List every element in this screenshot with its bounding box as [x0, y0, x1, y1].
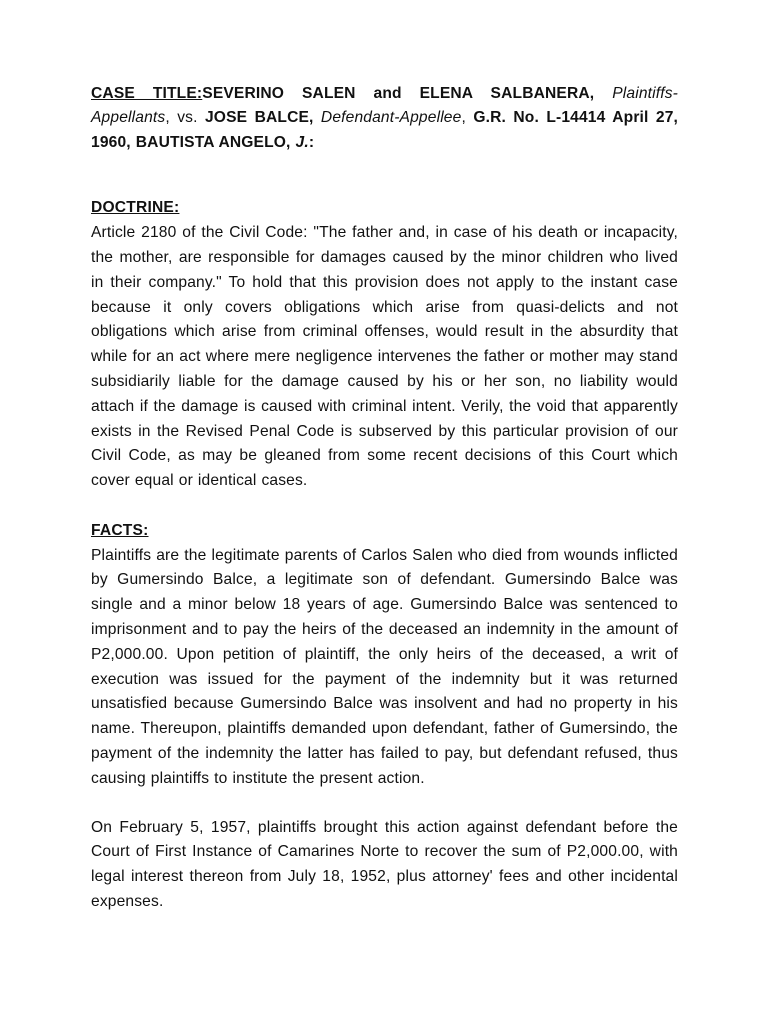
comma: , [165, 109, 170, 127]
facts-paragraph-1: Plaintiffs are the legitimate parents of Carlos Salen who died from wounds inflicted by Gumersindo Balce, a legitimate son of defendant. Gumersindo Balce was single and a minor below 18 years of age. Gumersindo Balce was sentenced to imprisonment and to pay the heirs of the deceased an indemnity in the amount of P2,000.00. Upon petition of plaintiff, the only heirs of the deceased, a writ of execution was issued for the payment of the indemnity but it was returned unsatisfied because Gumersindo Balce was insolvent and had no property in his name. Thereupon, plaintiffs demanded upon defendant, father of Gumersindo, the payment of the indemnity the latter has failed to pay, but defendant refused, thus causing plaintiffs to institute the present action. [91, 546, 678, 787]
defendant-name: JOSE BALCE, [204, 109, 314, 127]
doctrine-text: Article 2180 of the Civil Code: "The father and, in case of his death or incapacity, the mother, are responsible for damages caused by the minor children who lived in their company." To hold that this provision does not apply to the instant case because it only covers obligations which arise from quasi-delicts and not obligations which arise from criminal offenses, would result in the absurdity that while for an act where mere negligence intervenes the father or mother may stand subsidiarily liable for the damage caused by his or her son, no liability would attach if the damage is caused with criminal intent. Verily, the void that apparently exists in the Revised Penal Code is subserved by this particular provision of our Civil Code, as may be gleaned from some recent decisions of this Court which cover equal or identical cases. [91, 224, 678, 490]
plaintiffs-role: Plaintiffs-Appellants [91, 84, 679, 127]
plaintiffs-names: SEVERINO SALEN and ELENA SALBANERA, [202, 84, 595, 102]
case-number-date: G.R. No. L-14414 April 27, 1960, BAUTISTA ANGELO, [91, 109, 679, 152]
comma: , [461, 109, 466, 127]
versus: vs. [177, 109, 198, 127]
spacer [91, 494, 678, 519]
justice-abbrev: J. [295, 134, 309, 152]
spacer [91, 172, 678, 197]
case-title-label: CASE TITLE: [91, 84, 203, 102]
colon: : [308, 134, 315, 152]
defendant-role: Defendant-Appellee [320, 109, 462, 127]
spacer [91, 792, 678, 816]
facts-heading: FACTS: [91, 521, 149, 539]
case-title [91, 82, 678, 156]
doctrine-heading: DOCTRINE: [91, 199, 180, 217]
facts-paragraph-2: On February 5, 1957, plaintiffs brought this action against defendant before the Court of First Instance of Camarines Norte to recover the sum of P2,000.00, with legal interest thereon from July 18, 1952, plus attorney' fees and other incidental expenses. [91, 818, 678, 911]
